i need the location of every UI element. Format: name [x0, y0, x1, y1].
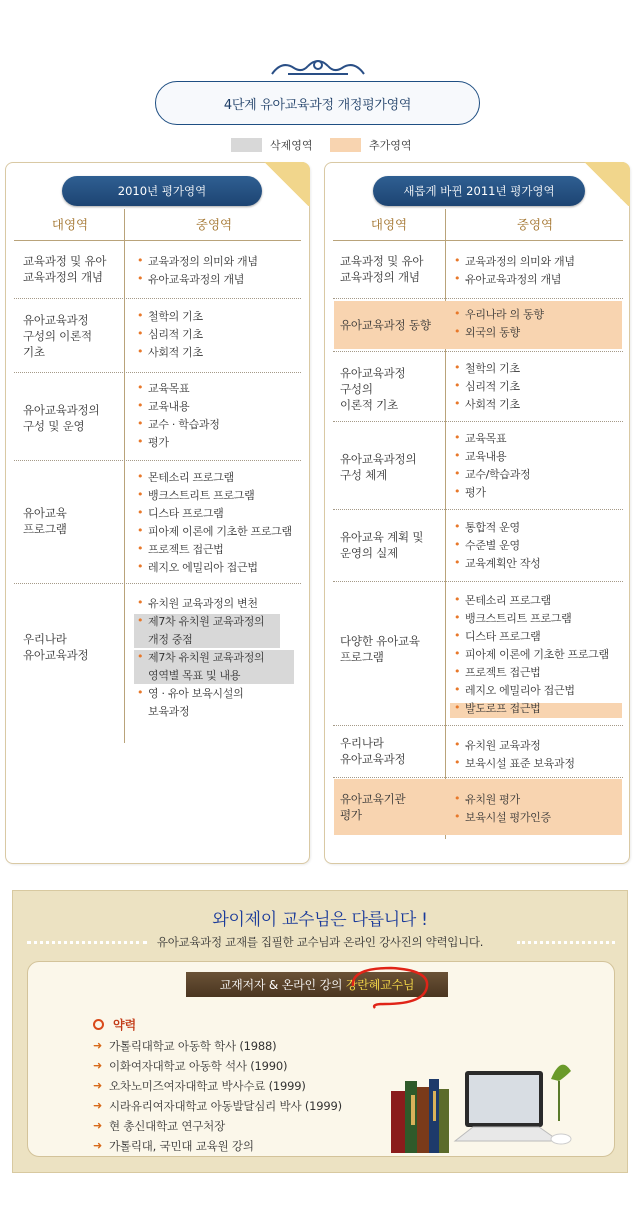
career-heading: [93, 1016, 136, 1033]
panel-2011: [324, 162, 630, 864]
row-divider: [333, 777, 623, 778]
list-item: • 레지오 에밀리아 접근법: [453, 682, 609, 700]
ring-bullet-icon: [93, 1019, 104, 1030]
list-item: [93, 1096, 342, 1116]
arrow-icon: ➜: [93, 1119, 103, 1132]
professor-name: 강란혜교수님: [345, 978, 415, 992]
header-divider: [14, 240, 301, 241]
list-item: [93, 1036, 342, 1056]
ornament-icon: [268, 56, 368, 78]
list-item: • 교수 · 학습과정: [136, 416, 220, 434]
list-item: • 몬테소리 프로그램: [453, 592, 609, 610]
list-item: • 뱅크스트리트 프로그램: [453, 610, 609, 628]
banner-title: 와이제이 교수님은 다릅니다 !: [212, 910, 428, 930]
career-entry: 오차노미즈여자대학교 박사수료 (1999): [109, 1079, 306, 1093]
career-entry: 시라유리여자대학교 아동발달심리 박사 (1999): [109, 1099, 342, 1113]
left-row-5-category: [23, 627, 88, 667]
list-item: • 심리적 기초: [453, 378, 520, 396]
legend-deleted-swatch: [231, 138, 262, 152]
list-item: • 통합적 운영: [453, 519, 540, 537]
list-item: • 철학의 기초: [136, 308, 203, 326]
left-row-2-items: [136, 308, 203, 362]
left-row-3-items: [136, 380, 220, 452]
list-item: • 피아제 이론에 기초한 프로그램: [453, 646, 609, 664]
list-item: • 교육내용: [453, 448, 530, 466]
right-row-1-items: [453, 253, 575, 289]
panel-2011-heading: 새롭게 바뀐 2011년 평가영역: [373, 176, 585, 206]
list-item: • 뱅크스트리트 프로그램: [136, 487, 292, 505]
row-divider: [333, 351, 623, 352]
list-item: • 교육과정의 의미와 개념: [136, 253, 258, 271]
list-item: • 심리적 기초: [136, 326, 203, 344]
page-title: 4단계 유아교육과정 개정평가영역: [155, 81, 480, 125]
row-divider: [14, 460, 301, 461]
left-row-2-category: [23, 308, 92, 364]
arrow-icon: ➜: [93, 1059, 103, 1072]
category-label: 유아교육과정의 구성 체계: [340, 452, 417, 482]
list-item: • 유치원 교육과정: [453, 737, 575, 755]
list-item: 개정 중점: [148, 633, 193, 646]
right-row-3-category: [340, 361, 405, 417]
category-label: 유아교육과정 구성의 이론적 기초: [340, 366, 406, 412]
legend-deleted-label: 삭제영역: [270, 139, 313, 152]
list-item: • 제7차 유치원 교육과정의: [136, 649, 264, 667]
list-item: • 평가: [453, 484, 530, 502]
panel-2010: [5, 162, 310, 864]
list-item: • 영 · 유아 보육시설의: [136, 685, 264, 703]
legend-added-label: 추가영역: [369, 139, 412, 152]
category-label: 우리나라 유아교육과정: [340, 736, 406, 766]
career-entry: 현 총신대학교 연구처장: [109, 1119, 225, 1133]
row-divider: [333, 421, 623, 422]
left-row-3-category: [23, 398, 99, 438]
row-divider: [333, 298, 623, 299]
right-row-2-category: [340, 303, 431, 347]
list-item: • 디스타 프로그램: [136, 505, 292, 523]
category-label: 유아교육기관 평가: [340, 792, 406, 822]
career-list: [93, 1036, 342, 1156]
category-label: 교육과정 및 유아 교육과정의 개념: [23, 254, 107, 284]
right-row-8-category: [340, 787, 405, 827]
right-row-6-category: [340, 629, 420, 669]
header-divider: [333, 240, 623, 241]
arrow-icon: ➜: [93, 1139, 103, 1152]
category-label: 우리나라 유아교육과정: [23, 632, 89, 662]
list-item: • 디스타 프로그램: [453, 628, 609, 646]
col-major-heading: 대영역: [51, 217, 89, 232]
right-row-5-items: [453, 519, 540, 573]
list-item: • 사회적 기초: [453, 396, 520, 414]
right-row-7-category: [340, 731, 405, 771]
list-item: • 우리나라 의 동향: [453, 306, 544, 324]
panel-corner-decoration: [262, 162, 310, 206]
list-item: • 사회적 기초: [136, 344, 203, 362]
left-row-4-items: [136, 469, 292, 577]
list-item: • 유아교육과정의 개념: [453, 271, 575, 289]
right-row-8-items: [453, 791, 551, 827]
list-item: • 수준별 운영: [453, 537, 540, 555]
list-item: [93, 1136, 342, 1156]
books-laptop-illustration: [383, 1051, 583, 1161]
category-label: 유아교육과정 구성의 이론적 기초: [23, 313, 92, 359]
list-item: • 교수/학습과정: [453, 466, 530, 484]
list-item: • 교육목표: [453, 430, 530, 448]
list-item: • 몬테소리 프로그램: [136, 469, 292, 487]
row-divider: [14, 372, 301, 373]
list-item: • 레지오 에밀리아 접근법: [136, 559, 292, 577]
career-heading-label: 약력: [113, 1018, 137, 1032]
right-row-3-items: [453, 360, 520, 414]
category-label: 유아교육 프로그램: [23, 506, 67, 536]
list-item: • 교육목표: [136, 380, 220, 398]
highlight-circle-icon: [345, 964, 433, 1010]
banner-subtitle: 유아교육과정 교재를 집필한 교수님과 온라인 강사진의 약력입니다.: [156, 935, 484, 949]
row-divider: [333, 509, 623, 510]
row-divider: [333, 581, 623, 582]
right-row-2-items: [453, 306, 544, 342]
list-item: • 발도로프 접근법: [453, 700, 609, 718]
category-label: 다양한 유아교육 프로그램: [340, 634, 420, 664]
right-row-6-items: [453, 592, 609, 718]
list-item: 영역별 목표 및 내용: [148, 669, 241, 682]
right-row-4-category: [340, 447, 416, 487]
legend-deleted: [231, 137, 313, 153]
right-row-5-category: [340, 525, 423, 565]
row-divider: [14, 583, 301, 584]
career-entry: 가톨릭대학교 아동학 학사 (1988): [109, 1039, 277, 1053]
list-item: • 보육시설 평가인증: [453, 809, 551, 827]
list-item: • 프로젝트 접근법: [136, 541, 292, 559]
left-row-1-category: [23, 247, 106, 291]
left-row-4-category: [23, 501, 67, 541]
list-item: • 교육계획안 작성: [453, 555, 540, 573]
category-label: 유아교육과정의 구성 및 운영: [23, 403, 100, 433]
arrow-icon: ➜: [93, 1079, 103, 1092]
list-item: • 유치원 교육과정의 변천: [136, 595, 264, 613]
left-row-1-items: [136, 253, 258, 289]
list-item: • 프로젝트 접근법: [453, 664, 609, 682]
list-item: • 보육시설 표준 보육과정: [453, 755, 575, 773]
left-row-5-items: [136, 595, 264, 721]
professor-banner: [12, 890, 628, 1173]
list-item: • 교육내용: [136, 398, 220, 416]
col-minor-heading: 중영역: [195, 217, 233, 232]
panel-2010-heading: 2010년 평가영역: [62, 176, 262, 206]
row-divider: [14, 298, 301, 299]
career-entry: 이화여자대학교 아동학 석사 (1990): [109, 1059, 288, 1073]
category-label: 교육과정 및 유아 교육과정의 개념: [340, 254, 424, 284]
col-minor-heading: 중영역: [516, 217, 554, 232]
right-row-1-category: [340, 247, 423, 291]
arrow-icon: ➜: [93, 1039, 103, 1052]
list-item: • 유치원 평가: [453, 791, 551, 809]
professor-tab-prefix: 교재저자 & 온라인 강의: [219, 978, 343, 992]
legend-added-swatch: [330, 138, 361, 152]
column-divider: [124, 209, 125, 743]
list-item: [93, 1056, 342, 1076]
right-row-4-items: [453, 430, 530, 502]
list-item: [93, 1116, 342, 1136]
list-item: [93, 1076, 342, 1096]
list-item: • 평가: [136, 434, 220, 452]
list-item: 보육과정: [148, 705, 190, 718]
list-item: • 유아교육과정의 개념: [136, 271, 258, 289]
category-label: 유아교육 계획 및 운영의 실제: [340, 530, 424, 560]
panel-corner-decoration: [582, 162, 630, 206]
right-row-7-items: [453, 737, 575, 773]
col-major-heading: 대영역: [370, 217, 408, 232]
list-item: • 외국의 동향: [453, 324, 544, 342]
arrow-icon: ➜: [93, 1099, 103, 1112]
category-label: 유아교육과정 동향: [340, 318, 431, 332]
row-divider: [333, 725, 623, 726]
list-item: • 피아제 이론에 기초한 프로그램: [136, 523, 292, 541]
list-item: • 교육과정의 의미와 개념: [453, 253, 575, 271]
legend-added: [330, 137, 412, 153]
list-item: • 제7차 유치원 교육과정의: [136, 613, 264, 631]
career-entry: 가톨릭대, 국민대 교육원 강의: [109, 1139, 254, 1153]
list-item: • 철학의 기초: [453, 360, 520, 378]
